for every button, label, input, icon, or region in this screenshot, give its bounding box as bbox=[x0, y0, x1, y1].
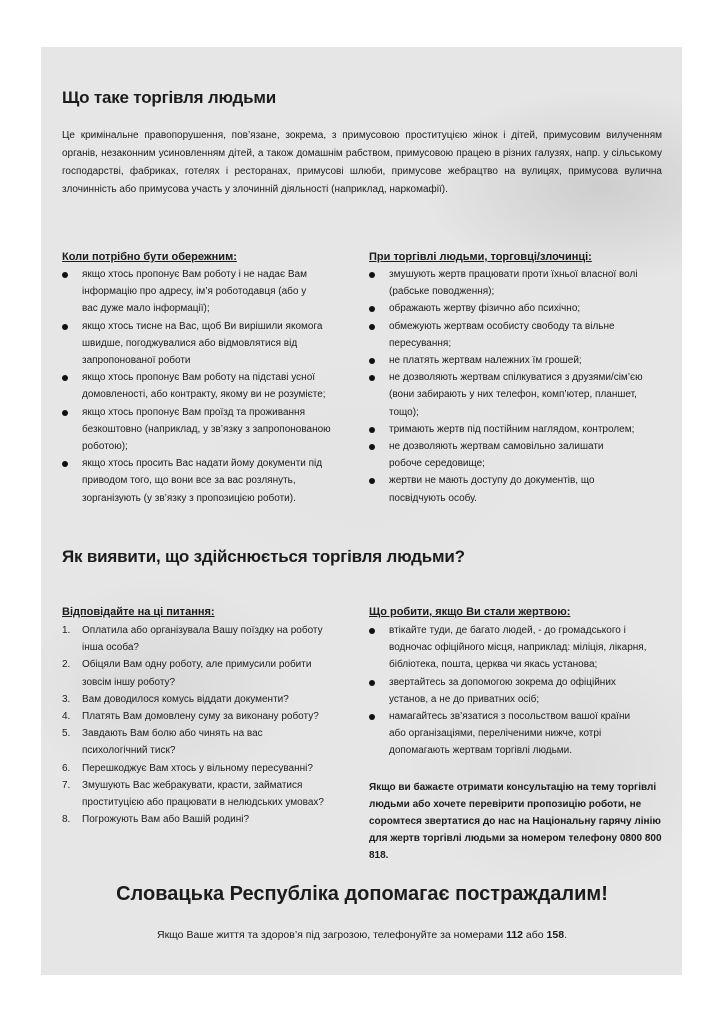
list-item: втікайте туди, де багато людей, - до громадського і водночас офіційного місця, наприклад: міліція, лікарня, бібліотека, пошта, церква чи якась установа; bbox=[369, 622, 669, 674]
list-item: обмежують жертвам особисту свободу та вільне пересування; bbox=[369, 318, 669, 352]
bullet-icon bbox=[369, 714, 375, 720]
traffickers-heading: При торгівлі людьми, торговці/злочинці: bbox=[369, 251, 592, 263]
bullet-icon bbox=[369, 444, 375, 450]
list-item: якщо хтось пропонує Вам роботу на підставі усної домовленості, або контракту, якому ви не розумієте; bbox=[62, 369, 352, 403]
list-item: змушують жертв працювати проти їхньої власної волі (рабське поводження); bbox=[369, 266, 669, 300]
bullet-icon bbox=[369, 628, 375, 634]
bullet-icon bbox=[62, 461, 68, 467]
list-item: намагайтесь зв’язатися з посольством вашої країни або організаціями, переліченими нижче, котрі допомагають жертвам торгівлі людьми. bbox=[369, 708, 669, 760]
bullet-icon bbox=[369, 306, 375, 312]
bullet-icon bbox=[369, 478, 375, 484]
bullet-icon bbox=[369, 272, 375, 278]
list-item: звертайтесь за допомогою зокрема до офіційних установ, а не до приватних осіб; bbox=[369, 674, 669, 708]
section-title-what-is-trafficking: Що таке торгівля людьми bbox=[62, 88, 277, 107]
bullet-icon bbox=[369, 680, 375, 686]
careful-heading: Коли потрібно бути обережним: bbox=[62, 251, 237, 263]
emergency-number-112: 112 bbox=[506, 929, 524, 941]
emergency-line: Якщо Ваше життя та здоров’я під загрозою, телефонуйте за номерами 112 або 158. bbox=[156, 929, 567, 941]
list-item: 3. Вам доводилося комусь віддати документи? bbox=[62, 693, 289, 705]
traffickers-list bbox=[369, 266, 669, 507]
list-item: жертви не мають доступу до документів, що посвідчують особу. bbox=[369, 472, 669, 506]
list-item: якщо хтось пропонує Вам проїзд та проживання безкоштовно (наприклад, у зв’язку з запропонованою роботою); bbox=[62, 404, 352, 456]
list-item: не дозволяють жертвам самовільно залишати робоче середовище; bbox=[369, 438, 669, 472]
bullet-icon bbox=[369, 427, 375, 433]
list-item: 5. Завдають Вам болю або чинять на вас психологічний тиск? bbox=[62, 728, 263, 757]
list-item: 7. Змушують Вас жебракувати, красти, займатися проституцією або працювати в нелюдських умовах? bbox=[62, 779, 324, 809]
victim-list bbox=[369, 622, 669, 760]
emergency-number-158: 158 bbox=[546, 929, 565, 941]
list-item: 2. Обіцяли Вам одну роботу, але примусили робити зовсім іншу роботу? bbox=[62, 659, 312, 688]
bullet-icon bbox=[62, 410, 68, 416]
list-item: 6. Перешкоджує Вам хтось у вільному пересуванні? bbox=[62, 762, 313, 774]
list-item: тримають жертв під постійним наглядом, контролем; bbox=[369, 421, 669, 438]
list-item: не платять жертвам належних їм грошей; bbox=[369, 352, 669, 369]
bullet-icon bbox=[62, 272, 68, 278]
section-title-how-to-detect: Як виявити, що здійснюється торгівля людьми? bbox=[62, 547, 465, 566]
bullet-icon bbox=[369, 324, 375, 330]
victim-heading: Що робити, якщо Ви стали жертвою: bbox=[369, 606, 571, 618]
questions-heading: Відповідайте на ці питання: bbox=[62, 606, 215, 618]
questions-list bbox=[62, 622, 352, 828]
bullet-icon bbox=[62, 375, 68, 381]
careful-list bbox=[62, 266, 352, 507]
list-item: якщо хтось просить Вас надати йому документи під приводом того, що вони все за вас розлянуть, зорганізують (у зв’язку з пропозицією роботи). bbox=[62, 455, 352, 507]
list-item: 1. Оплатила або організувала Вашу поїздку на роботу інша особа? bbox=[62, 625, 323, 654]
hotline-info: Якщо ви бажаєте отримати консультацію на тему торгівлі людьми або хочете перевірити пропозицію роботи, не соромтеся звертатися до нас на Національну гарячу лінію для жертв торгівлі людьми за номером телефону 0800 800 818. bbox=[369, 782, 662, 861]
list-item: 4. Платять Вам домовлену суму за виконану роботу? bbox=[62, 711, 319, 723]
bullet-icon bbox=[369, 375, 375, 381]
list-item: якщо хтось пропонує Вам роботу і не надає Вам інформацію про адресу, ім’я роботодавця (або у вас дуже мало інформації); bbox=[62, 266, 352, 318]
bullet-icon bbox=[369, 358, 375, 364]
list-item: якщо хтось тисне на Вас, щоб Ви вирішили якомога швидше, погоджувалися або відмовлятися від запропонованої роботи bbox=[62, 318, 352, 370]
bullet-icon bbox=[62, 324, 68, 330]
list-item: 8. Погрожують Вам або Вашій родині? bbox=[62, 814, 250, 826]
list-item: ображають жертву фізично або психічно; bbox=[369, 300, 669, 317]
intro-paragraph: Це кримінальне правопорушення, пов’язане, зокрема, з примусовою проституцією жінок і дітей, примусовим вилученням органів, незаконним усиновленням дітей, а також домашнім рабством, примусовою працею в різних галузях, напр. у сільському господарстві, фабриках, готелях і ресторанах, примусові шлюби, примусове жебрацтво на вулицях, примусова вулична злочинність або примусова участь у злочинній діяльності (наприклад, наркомафії). bbox=[62, 130, 662, 195]
footer-banner: Словацька Республіка допомагає постраждалим! bbox=[116, 883, 608, 905]
list-item: не дозволяють жертвам спілкуватися з друзями/сім’єю (вони забирають у них телефон, комп’ютер, планшет, тощо); bbox=[369, 369, 669, 421]
